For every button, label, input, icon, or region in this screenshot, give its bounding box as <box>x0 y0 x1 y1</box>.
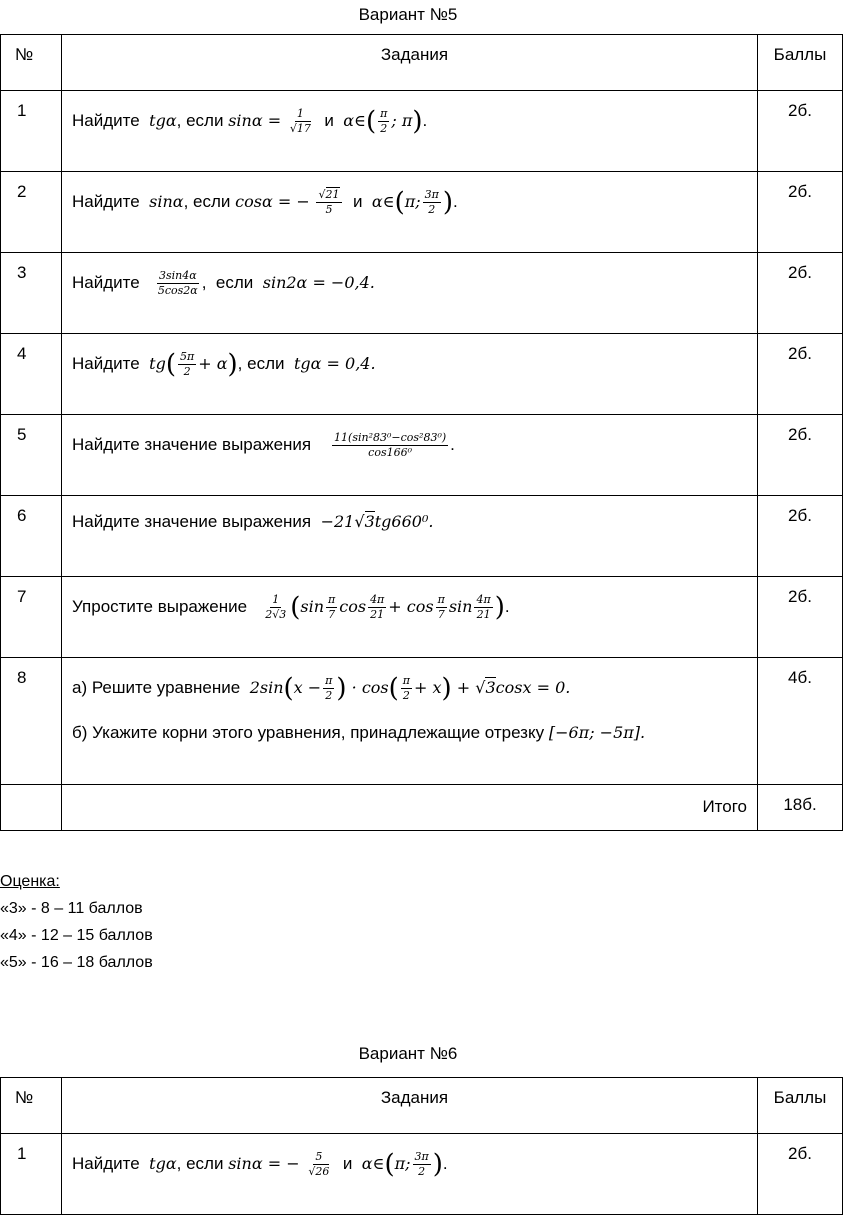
row-num: 3 <box>1 253 62 334</box>
grading-heading: Оценка: <box>0 873 60 890</box>
variant6-table <box>0 1077 843 1215</box>
row-points: 2б. <box>758 91 843 172</box>
task-text: Найдите $\frac{3\sin 4\alpha}{5\cos 2\alpha}$ , если sin2α = −0,4. <box>62 253 758 334</box>
header-num: № <box>1 1078 62 1134</box>
task-row-7 <box>1 577 843 658</box>
row-num: 8 <box>1 658 62 785</box>
grading-line: «3» - 8 – 11 баллов <box>0 900 143 917</box>
header-points: Баллы <box>758 1078 843 1134</box>
row-points: 2б. <box>758 253 843 334</box>
row-num: 1 <box>1 1134 62 1215</box>
table-header <box>1 35 843 91</box>
task-row-4 <box>1 334 843 415</box>
task-row-5 <box>1 415 843 496</box>
row-points: 4б. <box>758 658 843 785</box>
task-text: Найдите tg( $\frac{5\pi}{2}$ + α), если tgα = 0,4. <box>62 334 758 415</box>
header-task: Задания <box>62 35 758 91</box>
task-text: Найдите tgα, если sinα = − $\frac{5}{√26}$ и α∈(π; $\frac{3\pi}{2}$ ). <box>62 1134 758 1215</box>
task-row-1 <box>1 1134 843 1215</box>
task-text: Найдите значение выражения $\frac{\text{11(sin²83⁰−cos²83⁰)}}{\text{cos166⁰}}$ . <box>62 415 758 496</box>
row-num: 2 <box>1 172 62 253</box>
header-num: № <box>1 35 62 91</box>
row-num: 5 <box>1 415 62 496</box>
task-text: Найдите sinα, если cosα = − $\frac{√21}{5}$ и α∈(π; $\frac{3\pi}{2}$ ). <box>62 172 758 253</box>
row-points: 2б. <box>758 1134 843 1215</box>
task-row-1 <box>1 91 843 172</box>
variant6-title: Вариант №6 <box>358 1044 458 1063</box>
grading-line: «5» - 16 – 18 баллов <box>0 954 153 971</box>
total-label: Итого <box>62 785 758 831</box>
row-num: 1 <box>1 91 62 172</box>
header-points: Баллы <box>758 35 843 91</box>
total-row <box>1 785 843 831</box>
grading <box>0 868 153 976</box>
variant5-title: Вариант №5 <box>358 5 458 24</box>
total-points: 18б. <box>758 785 843 831</box>
task-row-2 <box>1 172 843 253</box>
task-text: Найдите tgα, если sinα = $\frac{1}{√17}$ и α∈( $\frac{\pi}{2}$ ; π). <box>62 91 758 172</box>
row-points: 2б. <box>758 334 843 415</box>
grading-line: «4» - 12 – 15 баллов <box>0 927 153 944</box>
row-points: 2б. <box>758 172 843 253</box>
task-text: а) Решите уравнение 2sin(x − $\frac{\pi}{2}$ ) · cos( $\frac{\pi}{2}$ + x) + √3cosx = 0. б) Укажите корни этого уравнения, принадлежащие отрезку [−6π; −5π]. <box>62 658 758 785</box>
row-points: 2б. <box>758 577 843 658</box>
task-row-8 <box>1 658 843 785</box>
row-num: 4 <box>1 334 62 415</box>
task-text: Упростите выражение $\frac{1}{2√3}$ (sin $\frac{\pi}{7}$ cos $\frac{4\pi}{21}$ + cos $\frac{\pi}{7}$ sin $\frac{4\pi}{21}$ ). <box>62 577 758 658</box>
task-text: Найдите значение выражения −21√3tg660⁰. <box>62 496 758 577</box>
row-num: 6 <box>1 496 62 577</box>
row-points: 2б. <box>758 496 843 577</box>
header-task: Задания <box>62 1078 758 1134</box>
task-row-3 <box>1 253 843 334</box>
row-points: 2б. <box>758 415 843 496</box>
row-num: 7 <box>1 577 62 658</box>
table-header <box>1 1078 843 1134</box>
task-row-6 <box>1 496 843 577</box>
variant5-table <box>0 34 843 831</box>
